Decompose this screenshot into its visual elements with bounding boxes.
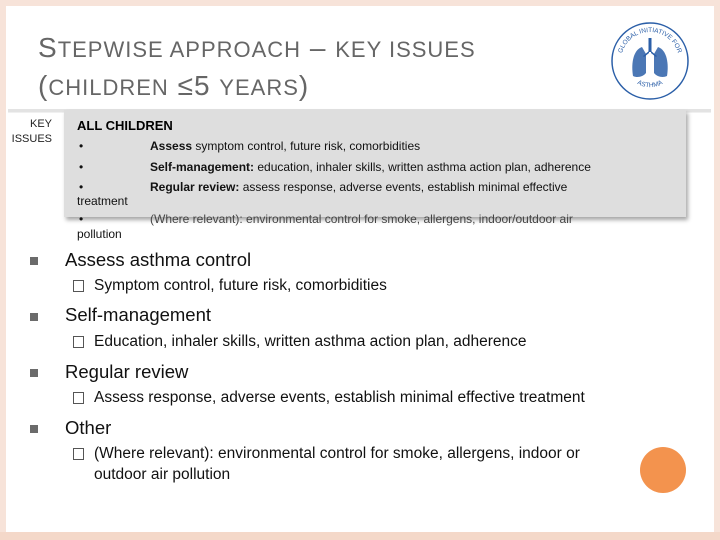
section-heading-regular-review: Regular review	[65, 361, 189, 382]
key-box-bullet: •	[79, 160, 84, 174]
frame-top-border	[0, 0, 720, 6]
main-bullet	[30, 257, 38, 265]
title-line-1: STEPWISE APPROACH – KEY ISSUES	[38, 32, 476, 63]
key-box-overflow-treatment: treatment	[77, 194, 128, 208]
section-sub-regular-review: Assess response, adverse events, establish minimal effective treatment	[94, 389, 585, 406]
title-line-2: (CHILDREN ≤5 YEARS)	[38, 70, 310, 101]
slide-title	[38, 30, 558, 106]
key-box-heading: ALL CHILDREN	[77, 118, 173, 133]
frame-left-border	[0, 0, 6, 540]
sub-bullet-glyph	[73, 392, 84, 404]
section-heading-self-management: Self-management	[65, 304, 212, 325]
section-sub-self-management: Education, inhaler skills, written asthma action plan, adherence	[94, 333, 527, 350]
logo-text-bottom: ASTHMA	[636, 79, 664, 90]
frame-right-border	[714, 0, 720, 540]
section-heading-other: Other	[65, 417, 112, 438]
section-heading-assess: Assess asthma control	[65, 249, 252, 270]
key-box-overflow-pollution: pollution	[77, 227, 122, 241]
section-sub-other-line-2: outdoor air pollution	[94, 466, 231, 483]
sub-bullet-glyph	[73, 448, 84, 460]
key-box-item-regular-review: Regular review: assess response, adverse events, establish minimal effective	[150, 180, 568, 194]
section-sub-other-line-1: (Where relevant): environmental control for smoke, allergens, indoor or	[94, 445, 580, 462]
lungs-logo-icon	[632, 38, 667, 77]
gina-logo	[609, 20, 691, 102]
main-bullet	[30, 313, 38, 321]
key-box-bullet: •	[79, 180, 84, 194]
key-box-item-assess: Assess symptom control, future risk, comorbidities	[150, 139, 421, 153]
sub-bullet-glyph	[73, 280, 84, 292]
main-bullet	[30, 425, 38, 433]
key-box-item-other: (Where relevant): environmental control for smoke, allergens, indoor/outdoor air	[150, 212, 573, 226]
key-box-bullet: •	[79, 212, 84, 226]
svg-text:ASTHMA	[636, 79, 664, 89]
key-issues-label: KEY ISSUES	[11, 118, 52, 145]
section-sub-assess: Symptom control, future risk, comorbidities	[94, 277, 387, 294]
sub-bullet-glyph	[73, 336, 84, 348]
key-box-bullet: •	[79, 139, 84, 153]
logo-text-top: GLOBAL INITIATIVE FOR	[617, 26, 683, 55]
decorative-orange-circle	[640, 447, 686, 493]
frame-bottom-border	[0, 532, 720, 540]
main-bullet	[30, 369, 38, 377]
key-box-item-self-management: Self-management: education, inhaler skills, written asthma action plan, adherence	[150, 160, 591, 174]
